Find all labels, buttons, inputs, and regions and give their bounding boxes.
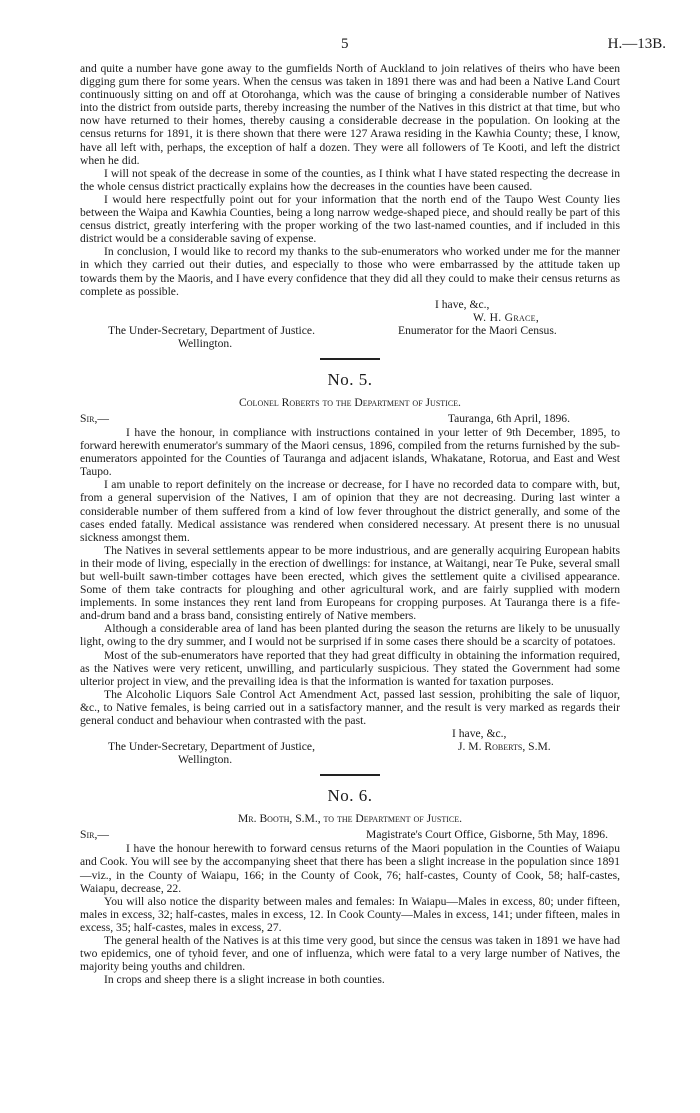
paragraph: I will not speak of the decrease in some of the counties, as I think what I have stated respecting the decrease in the whole census district practically explains how the decreases in the counties have been caused. <box>80 166 620 193</box>
addressee-block <box>80 324 620 352</box>
place-date: Magistrate's Court Office, Gisborne, 5th May, 1896. <box>366 828 608 842</box>
addressee-city: Wellington. <box>178 336 233 350</box>
paragraph: I am unable to report definitely on the increase or decrease, for I have no recorded data to compare with, but, from a general supervision of the Natives, I am of opinion that they are not decreasing. During last winter a considerable number of them suffered from a kind of low fever throughout the district generally, and some of the cases ended fatally. Medical assistance was rendered when considered necessary. At present there is no unusual sickness amongst them. <box>80 478 620 544</box>
paragraph: and quite a number have gone away to the gumfields North of Auckland to join relatives of theirs who have been digging gum there for some years. When the census was taken in 1891 there was and had been a Native Land Court continuously sitting on and off at Otorohanga, which was the cause of bringing a considerable number of Natives into the district from outside parts, thereby increasing the number of the Natives in this district at that time, but who now have returned to their homes, thereby causing a considerable decrease in the population. On looking at the census returns for 1891, it is there shown that there were 127 Arawa residing in the Kawhia County; these, I know, have all left with, perhaps, the exception of half a dozen. They were all followers of Te Kooti, and left the district when he did. <box>80 62 620 167</box>
paragraph: I have the honour herewith to forward census returns of the Maori population in the Counties of Waiapu and Cook. You will see by the accompanying sheet that there has been a slight increase in the population since 1891—viz., in the County of Waiapu, 166; in the County of Cook, 76; half-castes, County of Cook, 58; half-castes, Waiapu, decrease, 22. <box>80 842 620 895</box>
addressee: The Under-Secretary, Department of Justice. <box>108 323 315 337</box>
paragraph: The general health of the Natives is at this time very good, but since the census was taken in 1891 we have had two epidemics, one of tyhoid fever, and one of influenza, which were fatal to a very large number of Natives, the majority being youths and children. <box>80 933 620 974</box>
paragraph: The Alcoholic Liquors Sale Control Act Amendment Act, passed last session, prohibiting the sale of liquor, &c., to Native females, is being carried out in a satisfactory manner, and the result is very marked as regards their general conduct and behaviour when contrasted with the past. <box>80 687 620 728</box>
paragraph: Although a considerable area of land has been planted during the season the returns are likely to be unusually light, owing to the dry summer, and I would not be surprised if in some cases there should be a scarcity of potatoes. <box>80 622 620 649</box>
closing: I have, &c., <box>452 727 507 741</box>
salutation: Sir,— <box>80 828 109 842</box>
page-number: 5 <box>341 36 349 52</box>
paragraph: I have the honour, in compliance with instructions contained in your letter of 9th December, 1895, to forward herewith enumerator's summary of the Maori census, 1896, compiled from the returns furnished by the sub-enumerators appointed for the Counties of Tauranga and adjacent islands, Whakatane, Rotorua, and East and West Taupo. <box>80 425 620 479</box>
addressee-city: Wellington. <box>178 753 233 767</box>
paragraph: Most of the sub-enumerators have reported that they had great difficulty in obtaining the information required, as the Natives were very reticent, unwilling, and particularly suspicious. They stated the Government had some ulterior project in view, and the prevailing idea is that the information is wanted for taxation purposes. <box>80 648 620 688</box>
section-divider <box>320 774 380 776</box>
section-divider <box>320 358 380 360</box>
signature: J. M. Roberts, S.M. <box>458 740 551 754</box>
salutation-line <box>80 828 620 842</box>
signature-title: Enumerator for the Maori Census. <box>398 323 557 337</box>
section-title: Colonel Roberts to the Department of Justice. <box>239 395 461 409</box>
closing-block <box>80 727 620 740</box>
salutation-line <box>80 412 620 426</box>
closing: I have, &c., <box>435 297 490 311</box>
section-number: No. 5. <box>327 369 373 389</box>
signature: W. H. Grace, <box>473 310 540 324</box>
paragraph: You will also notice the disparity between males and females: In Waiapu—Males in excess, 80; under fifteen, males in excess, 32; half-castes, males in excess, 12. In Cook County—Males in excess, 141; under fifteen, males in excess, 35; half-castes, males in excess, 27. <box>80 894 620 934</box>
paragraph: The Natives in several settlements appear to be more industrious, and are generally acquiring European habits in their mode of living, especially in the erection of dwellings: for instance, at Waitangi, near Te Puke, several small but well-built sawn-timber cottages have been erected, which gives the settlement quite a civilised appearance. Some of them take contracts for ploughing and other agricultural work, and are fairly supplied with modern implements. In some instances they rent land from Europeans for cropping purposes. At Tauranga there is a fife-and-drum band and a brass band, consisting entirely of Native members. <box>80 543 620 623</box>
closing-block <box>80 298 620 324</box>
paragraph: I would here respectfully point out for your information that the north end of the Taupo West County lies between the Waipa and Kawhia Counties, being a long narrow wedge-shaped piece, and should really be part of this census district, greatly interfering with the proper working of the two last-named counties, and if included in this district would be a considerable saving of expense. <box>80 192 620 246</box>
document-body <box>80 62 620 986</box>
paragraph: In conclusion, I would like to record my thanks to the sub-enumerators who worked under me for the manner in which they carried out their duties, and especially to those who were embarrassed by the attitude taken up towards them by the Maoris, and I have every confidence that they did all they could to make their census returns as complete as possible. <box>80 245 620 298</box>
paragraph: In crops and sheep there is a slight increase in both counties. <box>104 973 385 987</box>
document-reference: H.—13B. <box>607 36 666 52</box>
section-number: No. 6. <box>327 786 373 806</box>
section-title: Mr. Booth, S.M., to the Department of Justice. <box>238 812 462 826</box>
place-date: Tauranga, 6th April, 1896. <box>447 411 570 425</box>
page-header <box>0 36 700 56</box>
addressee: The Under-Secretary, Department of Justice, <box>108 740 315 754</box>
salutation: Sir,— <box>80 411 109 425</box>
addressee-block <box>80 740 620 768</box>
